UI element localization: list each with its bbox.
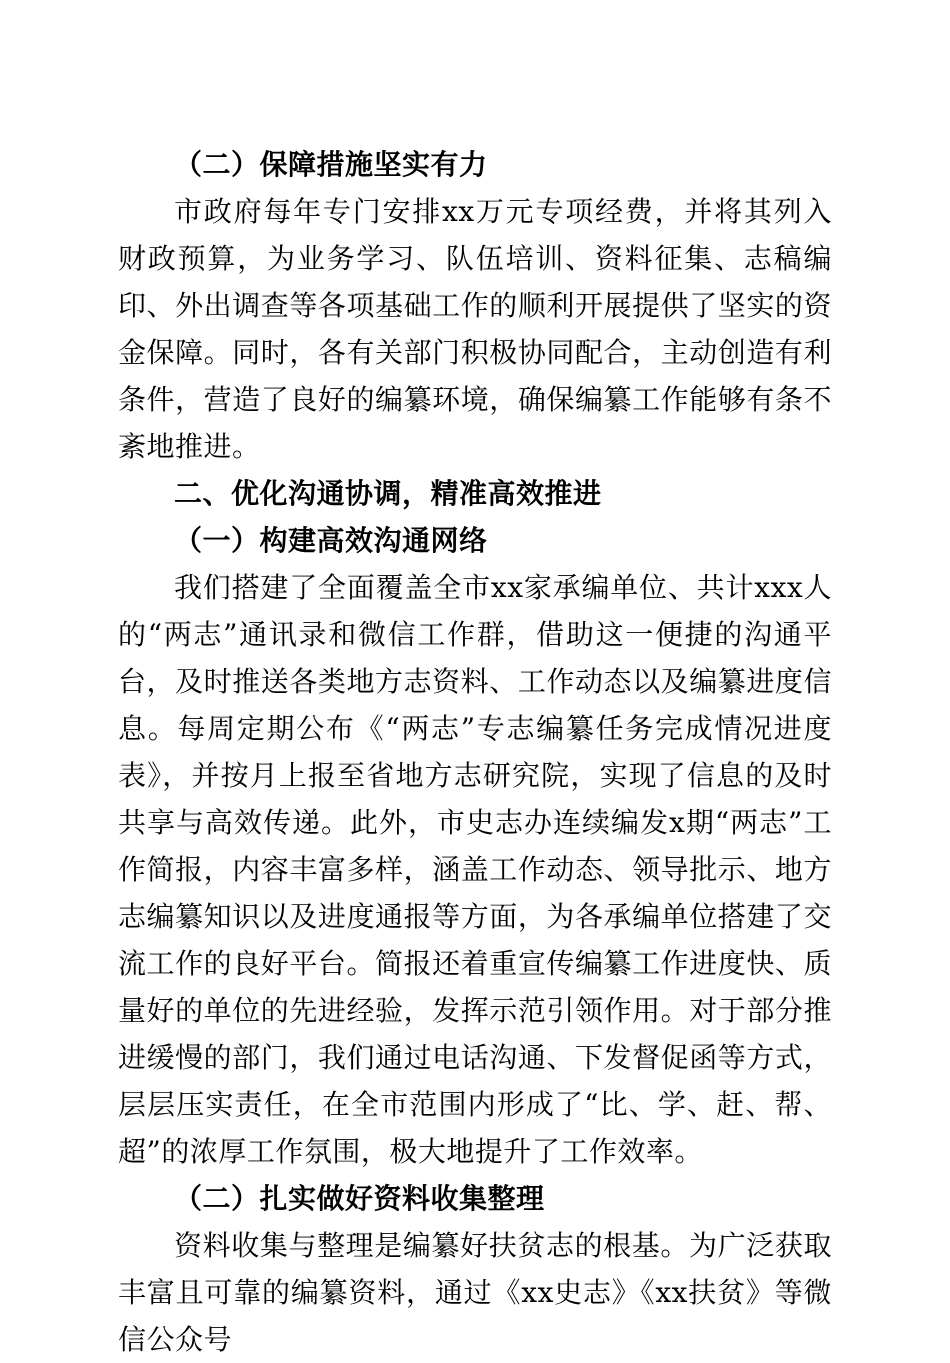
subheading-safeguard-measures: （二）保障措施坚实有力	[174, 148, 488, 181]
paragraph-funding-support: 市政府每年专门安排xx万元专项经费，并将其列入财政预算，为业务学习、队伍培训、资料征集、志稿编印、外出调查等各项基础工作的顺利开展提供了坚实的资金保障。同时，各有关部门积极协同配合，主动创造有利条件，营造了良好的编纂环境，确保编纂工作能够有条不紊地推进。	[118, 195, 832, 463]
subheading-communication-network: （一）构建高效沟通网络	[174, 524, 488, 557]
paragraph-communication-platform: 我们搭建了全面覆盖全市xx家承编单位、共计xxx人的“两志”通讯录和微信工作群，借助这一便捷的沟通平台，及时推送各类地方志资料、工作动态以及编纂进度信息。每周定期公布《“两志”专志编纂任务完成情况进度表》，并按月上报至省地方志研究院，实现了信息的及时共享与高效传递。此外，市史志办连续编发x期“两志”工作简报，内容丰富多样，涵盖工作动态、领导批示、地方志编纂知识以及进度通报等方面，为各承编单位搭建了交流工作的良好平台。简报还着重宣传编纂工作进度快、质量好的单位的先进经验，发挥示范引领作用。对于部分推进缓慢的部门，我们通过电话沟通、下发督促函等方式，层层压实责任，在全市范围内形成了“比、学、赶、帮、超”的浓厚工作氛围，极大地提升了工作效率。	[118, 571, 832, 1168]
chapter-heading-optimize-communication: 二、优化沟通协调，精准高效推进	[174, 477, 602, 510]
paragraph-material-collection: 资料收集与整理是编纂好扶贫志的根基。为广泛获取丰富且可靠的编纂资料，通过《xx史志》《xx扶贫》等微信公众号	[118, 1229, 832, 1356]
subheading-material-collection: （二）扎实做好资料收集整理	[174, 1182, 545, 1215]
